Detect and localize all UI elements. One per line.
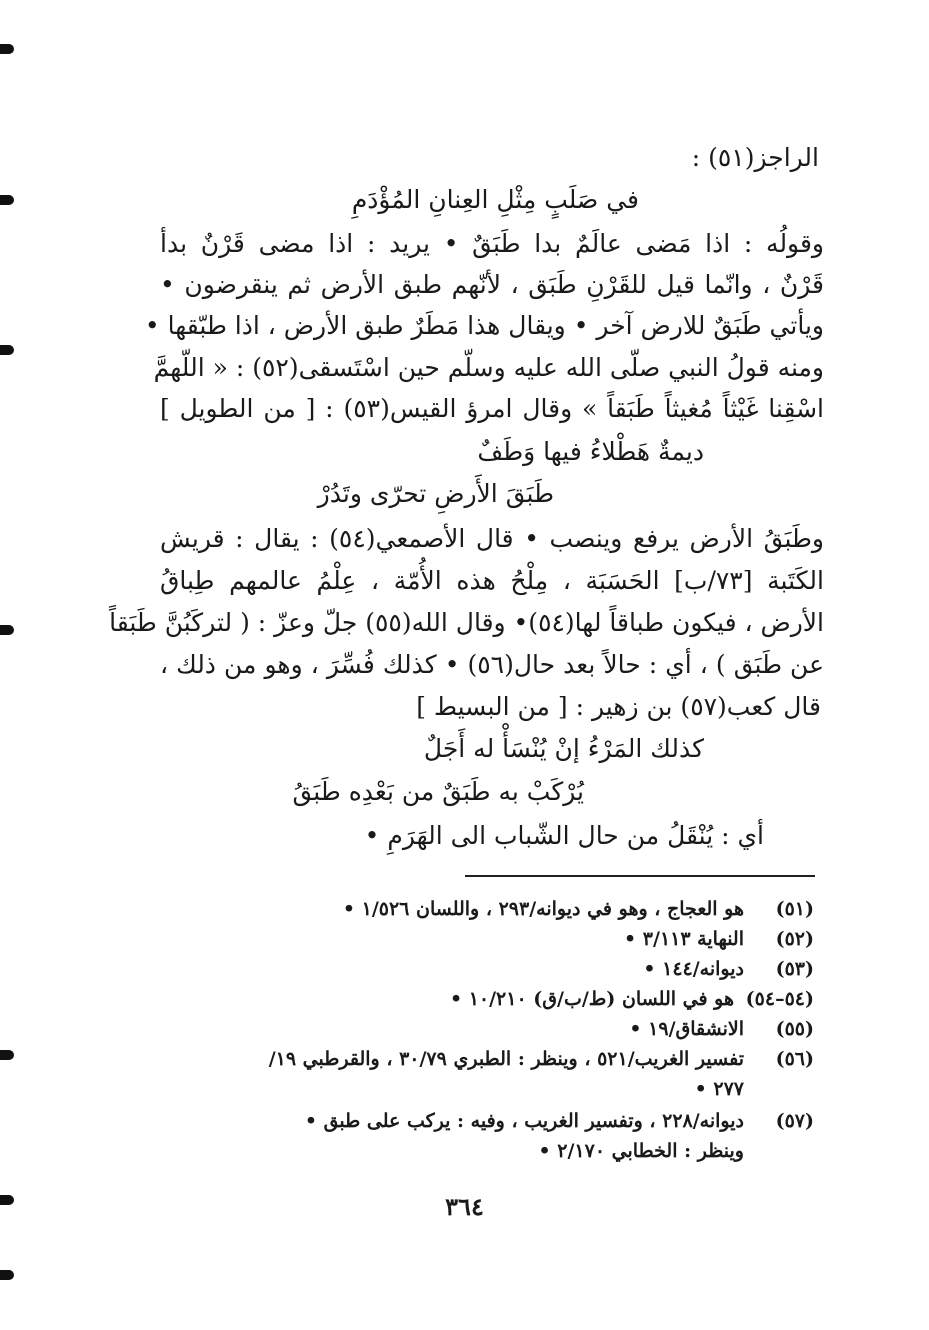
text-line: ويأتي طَبَقٌ للارض آخر • ويقال هذا مَطَرٌ طبق الأرض ، اذا طبّقها • — [144, 311, 824, 340]
footnote-text: تفسير الغريب/٥٢١ ، وينظر : الطبري ٣٠/٧٩ ، والقرطبي ١٩/ — [268, 1048, 744, 1070]
text-line: عن طَبَق ) ، أي : حالاً بعد حال(٥٦) • كذلك فُسِّرَ ، وهو من ذلك ، — [160, 650, 824, 679]
text-line: قال كعب(٥٧) بن زهير : [ من البسيط ] — [416, 692, 821, 721]
page-number: ٣٦٤ — [445, 1192, 484, 1221]
footnote-number: (٥٦) — [775, 1048, 814, 1070]
binding-mark — [0, 44, 14, 54]
footnote-text: الانشقاق/١٩ • — [629, 1018, 744, 1040]
binding-mark — [0, 625, 14, 635]
verse-line: ديمةٌ هَطْلاءُ فيها وَطَفٌ — [477, 437, 704, 466]
footnote-number: (٥٤–٥٤) — [745, 988, 814, 1010]
footnote-text: ديوانه/١٤٤ • — [643, 958, 744, 980]
text-line: الراجز(٥١) : — [691, 143, 819, 172]
footnote-number: (٥٥) — [775, 1018, 814, 1040]
binding-mark — [0, 1270, 14, 1280]
footnote-text: ديوانه/٢٢٨ ، وتفسير الغريب ، وفيه : يركب على طبق • — [304, 1110, 744, 1132]
verse-line: كذلك المَرْءُ إنْ يُنْسَأْ له أَجَلٌ — [423, 734, 704, 763]
text-line: وطَبَقُ الأرض يرفع وينصب • قال الأصمعي(٥٤) : يقال : قريش — [160, 524, 824, 553]
footnote-text: هو العجاج ، وهو في ديوانه/٢٩٣ ، واللسان ١/٥٢٦ • — [342, 898, 744, 920]
footnote-text: النهاية ٣/١١٣ • — [624, 928, 744, 950]
footnote-separator — [465, 875, 815, 877]
verse-line: في صَلَبٍ مِثْلِ العِنانِ المُؤْدَمِ — [351, 185, 639, 214]
footnote-number: (٥٧) — [775, 1110, 814, 1132]
text-line: وقولُه : اذا مَضى عالَمٌ بدا طَبَقٌ • يريد : اذا مضى قَرْنٌ بدأ — [160, 229, 824, 258]
text-line: قَرْنٌ ، وانّما قيل للقَرْنِ طَبَق ، لأنّهم طبق الأرض ثم ينقرضون • — [160, 270, 824, 299]
binding-mark — [0, 345, 14, 355]
binding-mark — [0, 195, 14, 205]
footnote-number: (٥٣) — [775, 958, 814, 980]
text-line: الأرض ، فيكون طباقاً لها(٥٤)• وقال الله(٥٥) جلّ وعزّ : ( لتركَبُنَّ طَبَقاً — [109, 608, 824, 637]
text-line: اسْقِنا غَيْثاً مُغيثاً طَبَقاً » وقال امرؤ القيس(٥٣) : [ من الطويل ] — [160, 394, 824, 423]
footnote-number: (٥١) — [775, 898, 814, 920]
binding-mark — [0, 1050, 14, 1060]
text-line: ومنه قولُ النبي صلّى الله عليه وسلّم حين اسْتَسقى(٥٢) : « اللّهمَّ — [153, 353, 824, 382]
verse-line: يُرْكَبْ به طَبَقٌ من بَعْدِه طَبَقُ — [292, 777, 584, 806]
footnote-text: ٢٧٧ • — [694, 1078, 744, 1100]
text-line: الكَتَبة [٧٣/ب] الحَسَبَة ، مِلْحُ هذه الأُمّة ، عِلْمُ عالمهم طِباقُ — [160, 566, 824, 595]
footnote-text: هو في اللسان (ط/ب/ق) ١٠/٢١٠ • — [449, 988, 734, 1010]
verse-line: طَبَقَ الأَرضِ تحرّى وتَدُرْ — [317, 479, 554, 508]
text-line: أي : يُنْقَلُ من حال الشّباب الى الهَرَمِ • — [364, 821, 764, 850]
footnote-number: (٥٢) — [775, 928, 814, 950]
footnote-text: وينظر : الخطابي ٢/١٧٠ • — [538, 1140, 744, 1162]
